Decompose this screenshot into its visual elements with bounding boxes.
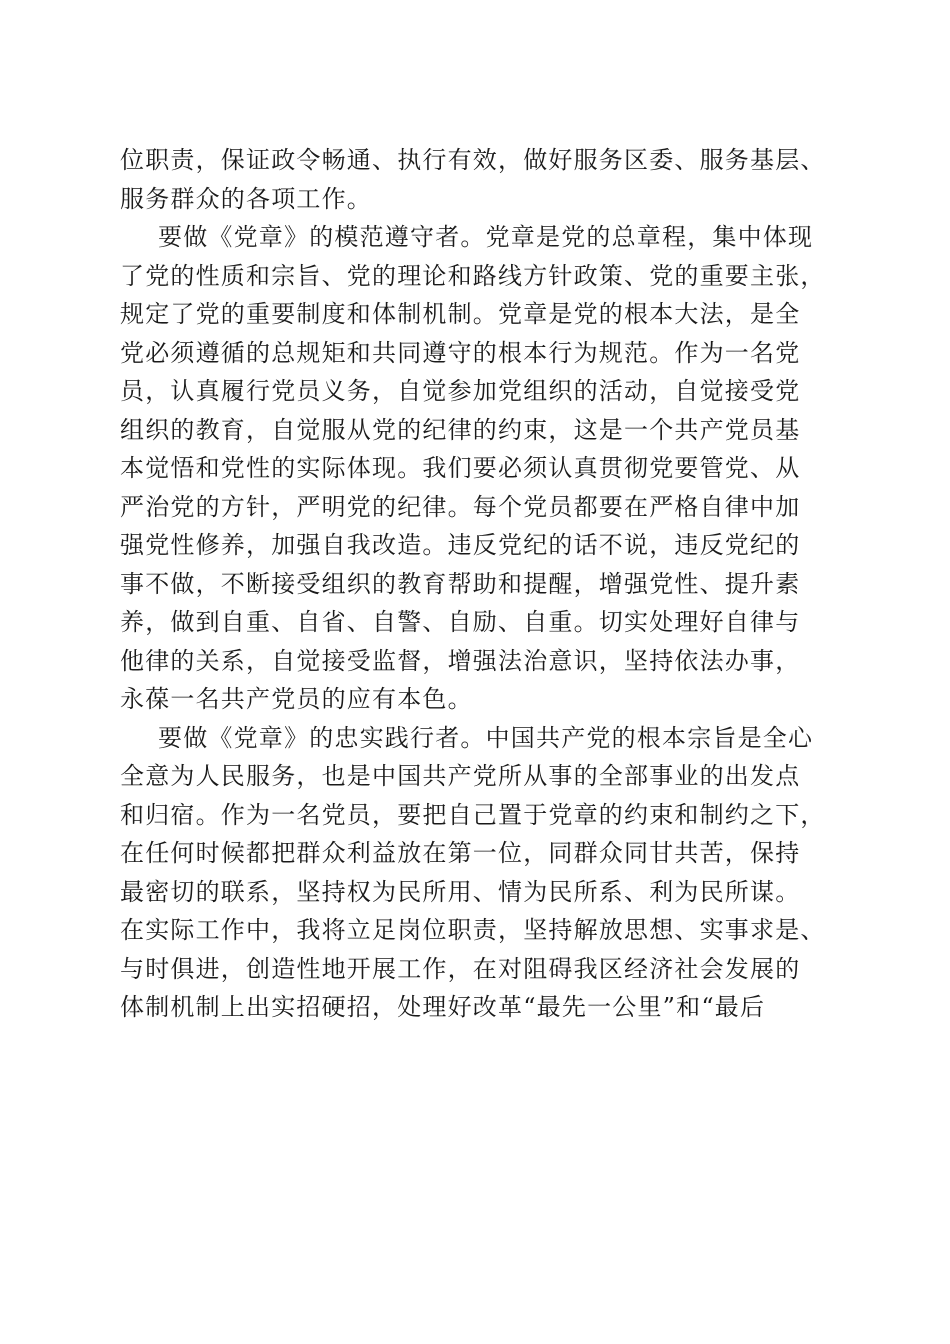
- text-line: 和归宿。作为一名党员，要把自己置于党章的约束和制约之下，: [120, 800, 826, 829]
- text-line: 体制机制上出实招硬招，处理好改革“最先一公里”和“最后: [120, 993, 766, 1021]
- text-line: 最密切的联系，坚持权为民所用、情为民所系、利为民所谋。: [120, 877, 801, 906]
- text-line: 强党性修养，加强自我改造。违反党纪的话不说，违反党纪的: [120, 531, 801, 559]
- text-line: 全意为人民服务，也是中国共产党所从事的全部事业的出发点: [120, 762, 801, 790]
- text-line: 位职责，保证政令畅通、执行有效，做好服务区委、服务基层、: [120, 146, 826, 174]
- paragraph-start-line: 要做《党章》的忠实践行者。中国共产党的根本宗旨是全心: [158, 723, 814, 752]
- text-line: 与时俱进，创造性地开展工作，在对阻碍我区经济社会发展的: [120, 954, 801, 983]
- text-line: 党必须遵循的总规矩和共同遵守的根本行为规范。作为一名党: [120, 338, 801, 367]
- text-line: 服务群众的各项工作。: [120, 184, 372, 213]
- text-line: 严治党的方针，严明党的纪律。每个党员都要在严格自律中加: [120, 492, 801, 521]
- text-line: 事不做，不断接受组织的教育帮助和提醒，增强党性、提升素: [120, 569, 801, 598]
- text-line: 组织的教育，自觉服从党的纪律的约束，这是一个共产党员基: [120, 415, 801, 444]
- document-body: [120, 141, 840, 1027]
- text-line: 在实际工作中，我将立足岗位职责，坚持解放思想、实事求是、: [120, 916, 826, 944]
- text-line: 了党的性质和宗旨、党的理论和路线方针政策、党的重要主张，: [120, 261, 826, 290]
- text-line: 规定了党的重要制度和体制机制。党章是党的根本大法，是全: [120, 300, 801, 328]
- text-line: 他律的关系，自觉接受监督，增强法治意识，坚持依法办事，: [120, 646, 801, 675]
- text-line: 在任何时候都把群众利益放在第一位，同群众同甘共苦，保持: [120, 839, 801, 867]
- text-line: 永葆一名共产党员的应有本色。: [120, 685, 473, 713]
- text-line: 养，做到自重、自省、自警、自励、自重。切实处理好自律与: [120, 608, 801, 636]
- text-line: 员，认真履行党员义务，自觉参加党组织的活动，自觉接受党: [120, 377, 801, 405]
- paragraph-start-line: 要做《党章》的模范遵守者。党章是党的总章程，集中体现: [158, 223, 814, 251]
- text-line: 本觉悟和党性的实际体现。我们要必须认真贯彻党要管党、从: [120, 454, 801, 482]
